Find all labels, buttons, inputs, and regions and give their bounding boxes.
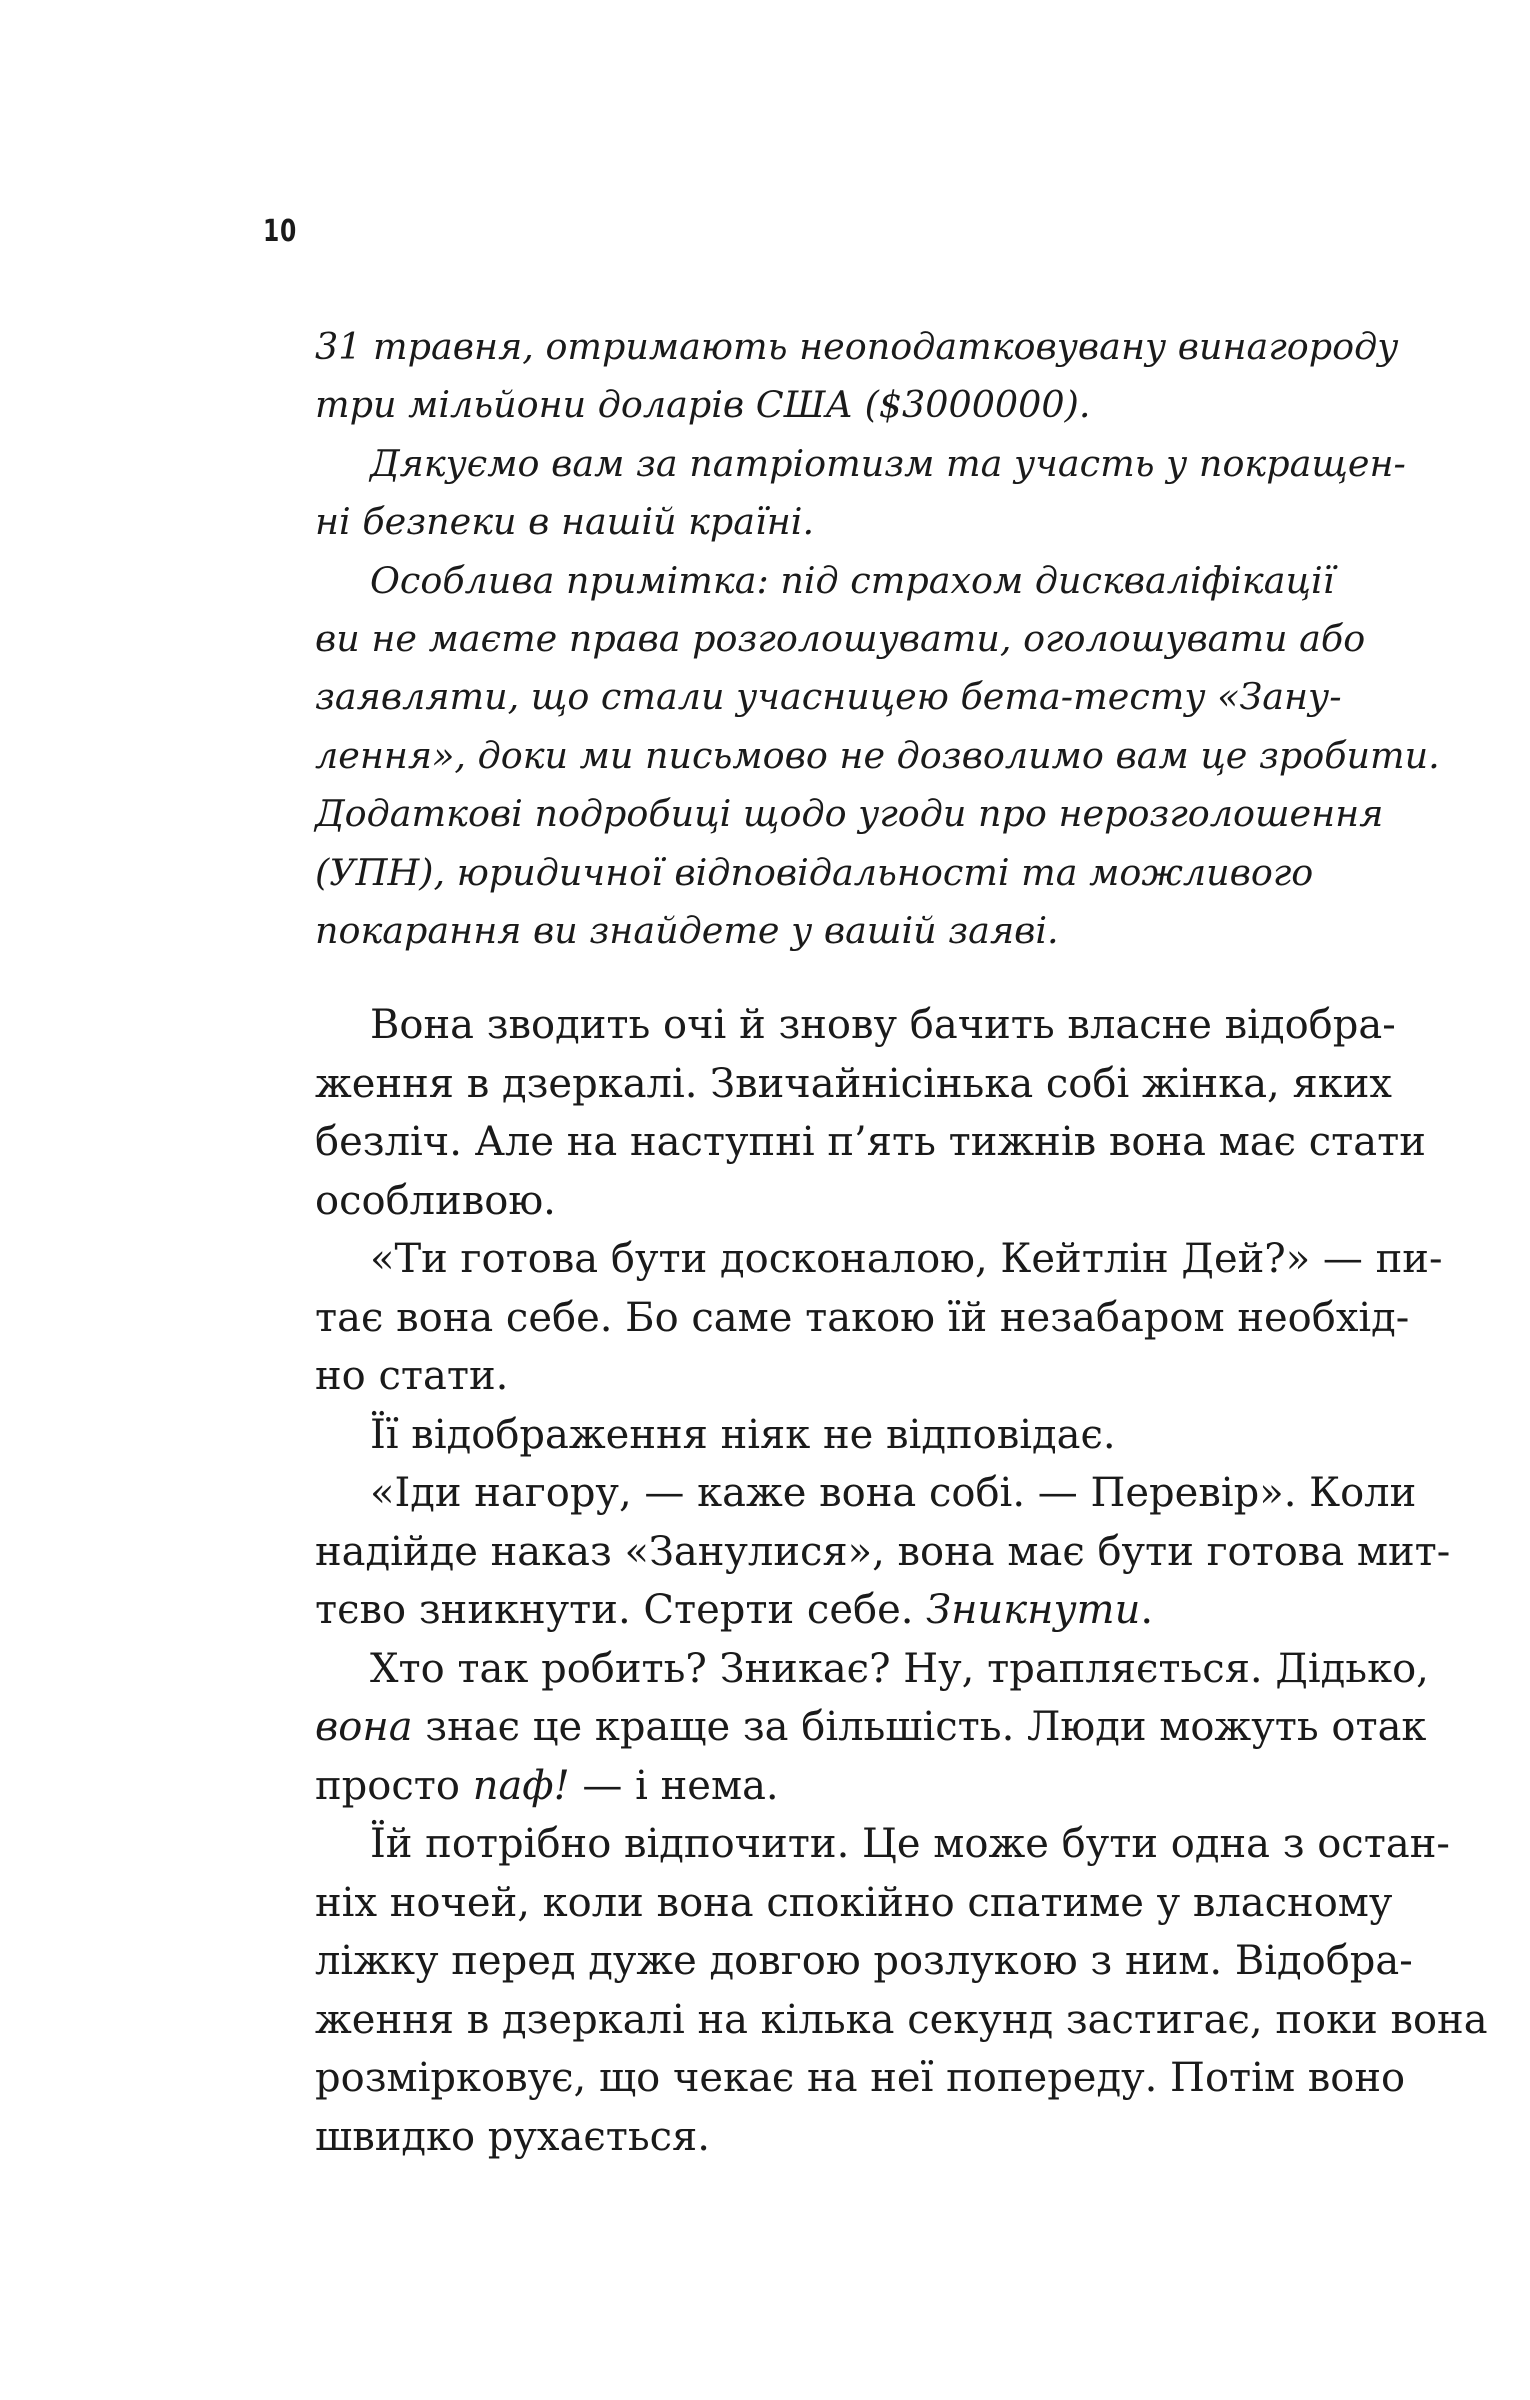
text-run: (УПН), юридичної відповідальності та можливого — [315, 850, 1314, 894]
emphasis-text: вона — [315, 1704, 413, 1750]
prose-line — [315, 1113, 1426, 1172]
prose-line — [315, 1757, 1300, 1816]
text-run: Додаткові подробиці щодо угоди про нерозголошення — [315, 792, 1384, 836]
text-run: ніх ночей, коли вона спокійно спатиме у власному — [315, 1879, 1393, 1926]
text-run: тєво зникнути. Стерти себе. — [315, 1587, 927, 1633]
text-run: тає вона себе. Бо саме такою їй незабаром необхід- — [315, 1294, 1410, 1341]
text-run: Вона зводить очі й знову бачить власне відобра- — [370, 1002, 1396, 1048]
text-run: надійде наказ «Занулися», вона має бути готова мит- — [315, 1528, 1451, 1575]
text-run: Її відображення ніяк не відповідає. — [370, 1411, 1116, 1458]
letter-quote — [315, 318, 1440, 960]
letter-line — [315, 785, 1384, 843]
text-run: безліч. Але на наступні п’ять тижнів вона має стати — [315, 1119, 1426, 1165]
text-run: но стати. — [315, 1353, 509, 1399]
prose-line — [315, 1874, 1393, 1933]
text-run: просто — [315, 1762, 473, 1809]
text-run: покарання ви знайдете у вашій заяві. — [315, 909, 1059, 953]
prose-line — [315, 996, 1396, 1055]
text-run: «Іди нагору, — каже вона собі. — Перевір». Коли — [370, 1470, 1417, 1516]
prose-paragraph — [315, 1815, 1488, 2166]
text-run: — і нема. — [569, 1762, 779, 1809]
prose-line — [315, 2108, 1300, 2167]
text-run: ви не маєте права розголошувати, оголошувати або — [315, 617, 1366, 661]
page-number: 10 — [263, 214, 298, 249]
prose-line — [315, 1581, 1300, 1640]
prose-line — [315, 1406, 1300, 1465]
text-run: Дякуємо вам за патріотизм та участь у покращен- — [370, 441, 1406, 485]
letter-paragraph — [315, 318, 1399, 435]
emphasis-text: Зникнути — [926, 1587, 1141, 1633]
text-run: 31 травня, отримають неоподатковувану винагороду — [315, 325, 1399, 368]
text-run: Особлива примітка: під страхом дискваліфікації — [370, 558, 1335, 602]
letter-line — [315, 902, 1300, 960]
prose-line — [315, 1172, 1300, 1231]
prose-paragraph — [315, 1464, 1451, 1640]
prose-paragraph — [315, 1406, 1300, 1465]
body-text — [315, 996, 1488, 2166]
letter-line — [315, 552, 1335, 610]
prose-paragraph — [315, 1640, 1429, 1816]
text-run: Їй потрібно відпочити. Це може бути одна з остан- — [370, 1821, 1450, 1867]
text-run: швидко рухається. — [315, 2113, 710, 2160]
letter-line — [315, 493, 1300, 551]
prose-line — [315, 1991, 1488, 2050]
letter-paragraph — [315, 552, 1440, 961]
emphasis-text: паф! — [472, 1762, 570, 1809]
letter-line — [315, 435, 1406, 493]
text-run: . — [1140, 1587, 1154, 1633]
prose-line — [315, 1464, 1417, 1523]
prose-line — [315, 1347, 1300, 1406]
prose-line — [315, 2049, 1406, 2108]
text-run: лення», доки ми письмово не дозволимо вам це зробити. — [315, 733, 1440, 777]
text-run: «Ти готова бути досконалою, Кейтлін Дей?» — пи- — [370, 1236, 1443, 1282]
text-run: ження в дзеркалі на кілька секунд застигає, поки вона — [315, 1996, 1488, 2043]
prose-line — [315, 1289, 1410, 1348]
text-run: три мільйони доларів США ($3000000). — [315, 383, 1091, 427]
letter-paragraph — [315, 435, 1406, 552]
prose-line — [315, 1932, 1413, 1991]
prose-line — [315, 1523, 1451, 1582]
text-run: ліжку перед дуже довгою розлукою з ним. Відобра- — [315, 1938, 1413, 1984]
text-run: Хто так робить? Зникає? Ну, трапляється. Дідько, — [370, 1645, 1429, 1692]
letter-line — [315, 318, 1399, 376]
text-run: розмірковує, що чекає на неї попереду. Потім воно — [315, 2055, 1406, 2101]
prose-line — [315, 1055, 1392, 1114]
text-run: ні безпеки в нашій країні. — [315, 500, 815, 544]
prose-line — [315, 1230, 1443, 1289]
letter-line — [315, 610, 1366, 668]
prose-line — [315, 1698, 1427, 1757]
letter-line — [315, 668, 1342, 726]
text-run: ження в дзеркалі. Звичайнісінька собі жінка, яких — [315, 1060, 1392, 1107]
letter-line — [315, 844, 1314, 902]
prose-paragraph — [315, 996, 1426, 1230]
letter-line — [315, 376, 1300, 434]
prose-paragraph — [315, 1230, 1443, 1406]
text-run: знає це краще за більшість. Люди можуть отак — [412, 1704, 1427, 1750]
prose-line — [315, 1640, 1429, 1699]
letter-line — [315, 727, 1440, 785]
text-run: заявляти, що стали учасницею бета-тесту «Зану- — [315, 675, 1342, 719]
text-run: особливою. — [315, 1177, 556, 1224]
prose-line — [315, 1815, 1450, 1874]
